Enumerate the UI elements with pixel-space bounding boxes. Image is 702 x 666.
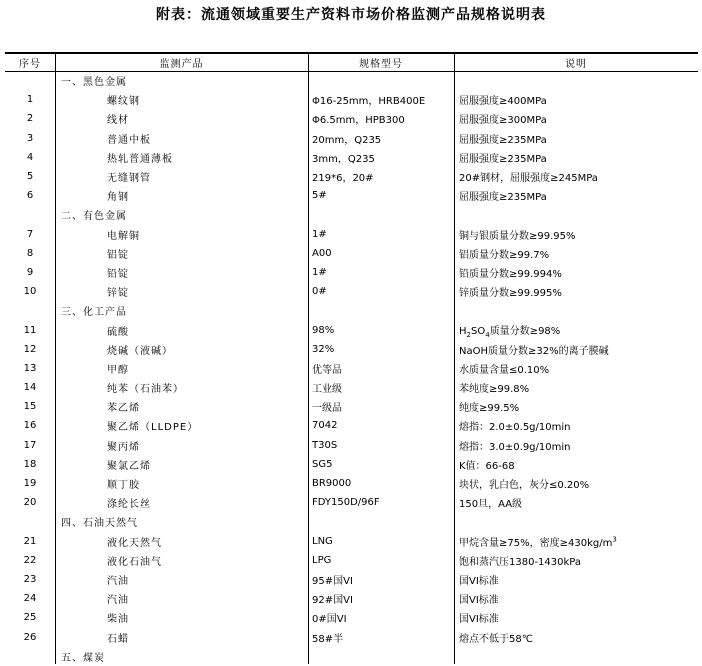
product-name: 汽油 — [107, 595, 129, 607]
category-row — [5, 71, 698, 90]
description: 屈服强度≥235MPa — [459, 134, 547, 146]
spec-value: BR9000 — [312, 478, 352, 490]
row-number: 2 — [26, 113, 34, 125]
subscript-text: 2 — [466, 330, 471, 339]
description: 国VI标准 — [459, 575, 499, 587]
product-name: 石蜡 — [107, 633, 129, 645]
desc-cell — [454, 205, 698, 224]
row-number: 19 — [23, 478, 37, 490]
spec-table — [5, 53, 698, 666]
spec-cell — [308, 301, 454, 320]
table-body — [5, 71, 698, 666]
spec-value: 1# — [312, 266, 327, 278]
row-number: 4 — [26, 151, 34, 163]
spec-value: LNG — [312, 535, 333, 547]
spec-value: T30S — [312, 439, 338, 451]
row-number-cell — [5, 512, 55, 531]
table-row — [5, 397, 698, 416]
spec-value: A00 — [312, 247, 332, 259]
row-number: 10 — [23, 286, 37, 298]
spec-value: 工业级 — [312, 384, 342, 396]
spec-value: 一级品 — [312, 403, 342, 415]
category-row — [5, 512, 698, 531]
spec-value: 95#国VI — [312, 575, 353, 587]
table-row — [5, 244, 698, 263]
category-label: 二、有色金属 — [61, 211, 127, 223]
description-text: SO — [471, 325, 486, 337]
row-number: 22 — [23, 554, 37, 566]
spec-value: 0# — [312, 286, 327, 298]
product-name: 硫酸 — [107, 326, 129, 338]
spec-cell — [308, 512, 454, 531]
table-row — [5, 627, 698, 646]
category-label: 三、化工产品 — [61, 307, 127, 319]
category-label: 一、黑色金属 — [61, 77, 127, 89]
row-number-cell — [5, 647, 55, 666]
table-row — [5, 416, 698, 435]
row-number: 23 — [23, 573, 37, 585]
spec-value: 98% — [312, 324, 335, 336]
description: 锌质量分数≥99.995% — [459, 288, 562, 300]
table-header-row — [5, 53, 698, 71]
product-name: 液化天然气 — [107, 537, 162, 549]
product-name: 涤纶长丝 — [107, 499, 151, 511]
spec-value: SG5 — [312, 458, 333, 470]
row-number: 12 — [23, 343, 37, 355]
table-row — [5, 493, 698, 512]
table-row — [5, 340, 698, 359]
category-label: 五、煤炭 — [61, 652, 105, 664]
description: 熔点不低于58℃ — [459, 633, 533, 645]
product-name: 锌锭 — [107, 288, 129, 300]
product-name: 无缝钢管 — [107, 173, 151, 185]
description: 屈服强度≥235MPa — [459, 153, 547, 165]
product-name: 汽油 — [107, 575, 129, 587]
product-name: 柴油 — [107, 614, 129, 626]
table-row — [5, 263, 698, 282]
table-row — [5, 320, 698, 339]
table-row — [5, 359, 698, 378]
row-number: 11 — [23, 324, 37, 336]
row-number: 7 — [26, 228, 34, 240]
product-name: 热轧普通薄板 — [107, 153, 173, 165]
table-row — [5, 455, 698, 474]
product-name: 铝锭 — [107, 249, 129, 261]
description: 饱和蒸汽压1380-1430kPa — [459, 556, 582, 568]
row-number: 8 — [26, 247, 34, 259]
row-number-cell — [5, 71, 55, 90]
table-row — [5, 589, 698, 608]
row-number: 25 — [23, 612, 37, 624]
row-number-cell — [5, 205, 55, 224]
table-row — [5, 551, 698, 570]
row-number: 6 — [26, 190, 34, 202]
table-row — [5, 436, 698, 455]
spec-cell — [308, 71, 454, 90]
row-number: 16 — [23, 420, 37, 432]
product-name: 聚丙烯 — [107, 441, 140, 453]
spec-value: 32% — [312, 343, 335, 355]
product-name: 聚氯乙烯 — [107, 460, 151, 472]
spec-value: 5# — [312, 190, 327, 202]
description — [454, 320, 698, 339]
row-number: 3 — [26, 132, 34, 144]
category-row — [5, 301, 698, 320]
product-name: 线材 — [107, 115, 129, 127]
row-number: 1 — [26, 94, 34, 106]
description: 屈服强度≥400MPa — [459, 96, 547, 108]
description-text: 质量分数≥98% — [489, 325, 561, 337]
row-number: 18 — [23, 458, 37, 470]
row-number: 5 — [26, 171, 34, 183]
product-name: 顺丁胶 — [107, 480, 140, 492]
product-name: 普通中板 — [107, 134, 151, 146]
description: K值：66-68 — [459, 460, 515, 472]
spec-value: Φ16-25mm，HRB400E — [312, 96, 426, 108]
product-name: 液化石油气 — [107, 556, 162, 568]
spec-value: 219*6，20# — [312, 173, 374, 185]
product-name: 电解铜 — [107, 230, 140, 242]
table-row — [5, 148, 698, 167]
description: 铝质量分数≥99.7% — [459, 249, 550, 261]
description: 纯度≥99.5% — [459, 403, 520, 415]
desc-cell — [454, 71, 698, 90]
description: 国VI标准 — [459, 614, 499, 626]
spec-value: 92#国VI — [312, 595, 353, 607]
description-text: 甲烷含量≥75%，密度≥430kg/m — [459, 537, 613, 549]
description: 块状，乳白色，灰分≤0.20% — [459, 480, 590, 492]
table-row — [5, 129, 698, 148]
spec-value: 58#半 — [312, 633, 344, 645]
row-number: 26 — [23, 631, 37, 643]
product-name: 铅锭 — [107, 268, 129, 280]
product-name: 苯乙烯 — [107, 403, 140, 415]
spec-value: 1# — [312, 228, 327, 240]
table-row — [5, 474, 698, 493]
product-name: 角钢 — [107, 192, 129, 204]
table-row — [5, 109, 698, 128]
row-number: 15 — [23, 401, 37, 413]
table-row — [5, 90, 698, 109]
table-row — [5, 570, 698, 589]
desc-cell — [454, 512, 698, 531]
superscript-text: 3 — [612, 535, 617, 544]
header-desc: 说明 — [565, 58, 587, 70]
spec-value: 3mm，Q235 — [312, 153, 375, 165]
spec-cell — [308, 647, 454, 666]
table-row — [5, 167, 698, 186]
desc-cell — [454, 301, 698, 320]
spec-value: 20mm，Q235 — [312, 134, 382, 146]
description: 屈服强度≥300MPa — [459, 115, 547, 127]
description: 铜与银质量分数≥99.95% — [459, 230, 576, 242]
product-name: 烧碱（液碱） — [107, 345, 173, 357]
header-no: 序号 — [19, 58, 41, 70]
table-row — [5, 608, 698, 627]
description: 屈服强度≥235MPa — [459, 192, 547, 204]
row-number: 13 — [23, 362, 37, 374]
category-row — [5, 205, 698, 224]
product-name: 聚乙烯（LLDPE） — [107, 422, 199, 434]
description: NaOH质量分数≥32%的离子膜碱 — [459, 345, 609, 357]
description: 20#钢材，屈服强度≥245MPa — [459, 173, 598, 185]
product-name: 螺纹钢 — [107, 96, 140, 108]
description: 铅质量分数≥99.994% — [459, 268, 562, 280]
table-row — [5, 532, 698, 551]
spec-value: FDY150D/96F — [312, 497, 380, 509]
description: 熔指：2.0±0.5g/10min — [459, 422, 571, 434]
row-number: 21 — [23, 535, 37, 547]
spec-value: LPG — [312, 554, 332, 566]
header-product: 监测产品 — [159, 58, 204, 70]
description-text: H — [459, 325, 467, 337]
description: 国VI标准 — [459, 595, 499, 607]
row-number: 9 — [26, 266, 34, 278]
description — [454, 532, 698, 551]
description: 水质量含量≤0.10% — [459, 364, 550, 376]
spec-value: Φ6.5mm，HPB300 — [312, 115, 405, 127]
spec-value: 优等品 — [312, 364, 342, 376]
table-row — [5, 225, 698, 244]
row-number: 24 — [23, 593, 37, 605]
table-row — [5, 378, 698, 397]
row-number: 17 — [23, 439, 37, 451]
page-title: 附表：流通领域重要生产资料市场价格监测产品规格说明表 — [156, 7, 546, 23]
spec-value: 7042 — [312, 420, 338, 432]
product-name: 甲醇 — [107, 364, 129, 376]
product-name: 纯苯（石油苯） — [107, 384, 184, 396]
row-number: 14 — [23, 382, 37, 394]
description: 150旦，AA级 — [459, 499, 523, 511]
description: 熔指：3.0±0.9g/10min — [459, 441, 571, 453]
subscript-text: 4 — [485, 330, 490, 339]
category-row — [5, 647, 698, 666]
row-number: 20 — [23, 497, 37, 509]
spec-value: 0#国VI — [312, 614, 347, 626]
table-row — [5, 186, 698, 205]
desc-cell — [454, 647, 698, 666]
header-spec: 规格型号 — [359, 58, 403, 70]
table-row — [5, 282, 698, 301]
description: 苯纯度≥99.8% — [459, 384, 530, 396]
category-label: 四、石油天然气 — [61, 518, 138, 530]
spec-cell — [308, 205, 454, 224]
row-number-cell — [5, 301, 55, 320]
